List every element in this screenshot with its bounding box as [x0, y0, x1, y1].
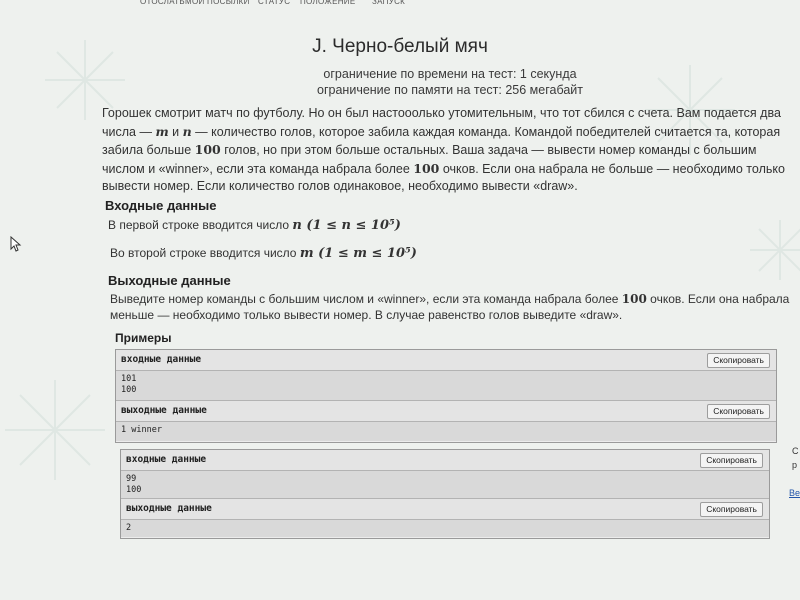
examples-title: Примеры: [115, 331, 172, 345]
top-nav: [0, 0, 800, 8]
sidebar-link[interactable]: Ве: [789, 488, 800, 498]
example-2-input-label: входные данные: [126, 454, 207, 465]
example-2: [120, 449, 770, 539]
nav-launch[interactable]: ЗАПУСК: [372, 0, 406, 6]
sidebar-fragment-2: р: [792, 460, 798, 470]
example-1-input: [116, 371, 776, 401]
memory-limit: ограничение по памяти на тест: 256 мегабайт: [317, 83, 583, 97]
copy-input-button[interactable]: Скопировать: [700, 453, 763, 468]
example-1-input-text: 101 100: [121, 374, 137, 395]
output-description: Выведите номер команды с большим числом и «winner», если эта команда набрала более 100 очков. Если она набрала меньше — необходимо только вывести номер. В случае равенство голов выведите «draw».: [110, 292, 790, 322]
nav-status[interactable]: СТАТУС: [258, 0, 291, 6]
copy-output-button[interactable]: Скопировать: [700, 502, 763, 517]
example-1-input-header: [116, 350, 776, 371]
example-2-input-header: [121, 450, 769, 471]
example-2-output-text: 2: [126, 523, 132, 533]
nav-my-submissions[interactable]: МОИ ПОСЫЛКИ: [185, 0, 250, 6]
example-2-output: [121, 520, 769, 537]
example-2-input-text: 99 100: [126, 474, 142, 495]
example-2-output-header: [121, 499, 769, 520]
input-line-2: Во второй строке вводится число m (1 ≤ m ≤ 10⁵): [110, 246, 417, 261]
copy-output-button[interactable]: Скопировать: [707, 404, 770, 419]
example-1-output-text: 1 winner: [121, 425, 162, 435]
example-2-output-label: выходные данные: [126, 503, 212, 514]
output-section-title: Выходные данные: [108, 273, 231, 288]
problem-title: J. Черно-белый мяч: [312, 36, 488, 57]
example-1: [115, 349, 777, 443]
problem-statement: Горошек смотрит матч по футболу. Но он был настооолько утомительным, что тот сбился с счета. Вам подается два числа — m и n — количество голов, которое забила каждая команда. Командой победителей считается та, которая забила больше 100 голов, но при этом больше остальных. Ваша задача — вывести номер команды с большим числом и «winner», если эта команда набрала более 100 очков. Если она набрала не больше — необходимо только вывести номер. Если количество голов одинаковое, необходимо вывести «draw».: [102, 106, 785, 193]
sidebar-fragment-1: С: [792, 446, 799, 456]
example-2-input: [121, 471, 769, 499]
nav-standings[interactable]: ПОЛОЖЕНИЕ: [300, 0, 356, 6]
mouse-cursor-icon: [10, 236, 22, 252]
example-1-output-header: [116, 401, 776, 422]
example-1-input-label: входные данные: [121, 354, 202, 365]
copy-input-button[interactable]: Скопировать: [707, 353, 770, 368]
example-1-output: [116, 422, 776, 441]
example-1-output-label: выходные данные: [121, 405, 207, 416]
input-section-title: Входные данные: [105, 198, 217, 213]
nav-submit[interactable]: ОТОСЛАТЬ: [140, 0, 185, 6]
time-limit: ограничение по времени на тест: 1 секунда: [323, 67, 577, 81]
input-line-1: В первой строке вводится число n (1 ≤ n ≤ 10⁵): [108, 218, 401, 233]
